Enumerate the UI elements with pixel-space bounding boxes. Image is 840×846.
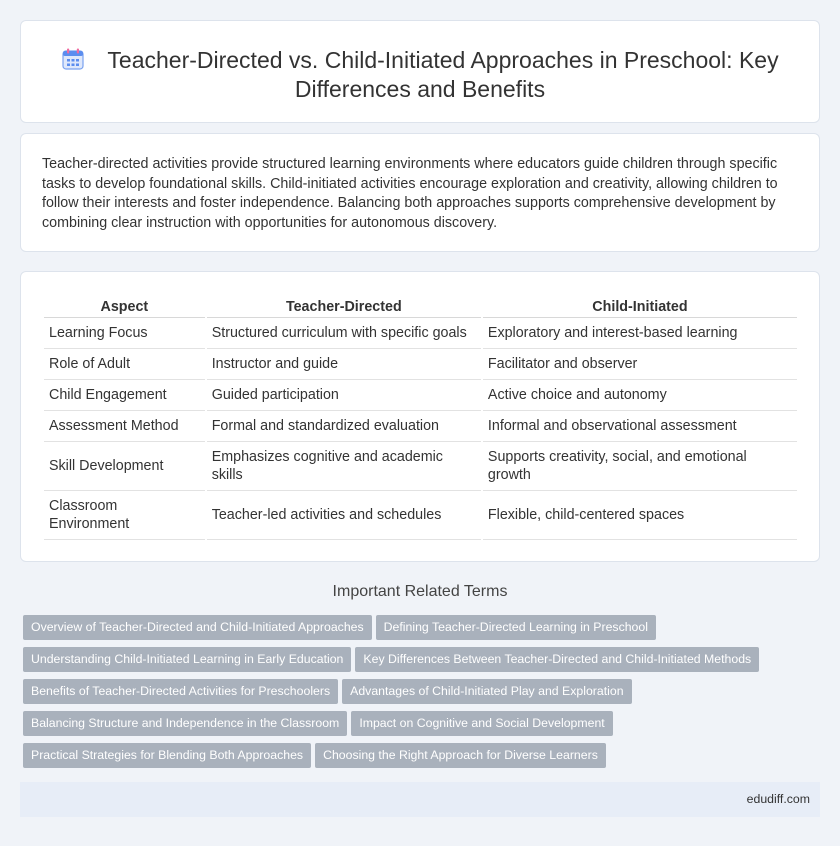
- row-child-initiated: Exploratory and interest-based learning: [483, 318, 797, 349]
- footer: [20, 782, 820, 817]
- related-term-link[interactable]: Choosing the Right Approach for Diverse Learners: [315, 743, 606, 768]
- table-row: [44, 349, 797, 380]
- row-child-initiated: Facilitator and observer: [483, 349, 797, 380]
- table-row: [44, 491, 797, 540]
- row-aspect: Assessment Method: [44, 411, 205, 442]
- related-term-link[interactable]: Impact on Cognitive and Social Development: [351, 711, 612, 736]
- page-title-wrap: [21, 46, 819, 104]
- related-term-link[interactable]: Understanding Child-Initiated Learning in Early Education: [23, 647, 351, 672]
- title-card: [20, 20, 820, 123]
- related-term-link[interactable]: Advantages of Child-Initiated Play and Exploration: [342, 679, 631, 704]
- row-teacher-directed: Teacher-led activities and schedules: [207, 491, 481, 540]
- row-aspect: Classroom Environment: [44, 491, 205, 540]
- comparison-card: [20, 271, 820, 562]
- header-aspect: Aspect: [44, 296, 205, 318]
- table-header-row: [44, 296, 797, 318]
- related-terms-list: [23, 615, 823, 775]
- header-teacher-directed: Teacher-Directed: [207, 296, 481, 318]
- page-title: Teacher-Directed vs. Child-Initiated Approaches in Preschool: Key Differences and Benefits: [107, 47, 779, 102]
- related-term-link[interactable]: Balancing Structure and Independence in the Classroom: [23, 711, 347, 736]
- row-child-initiated: Active choice and autonomy: [483, 380, 797, 411]
- row-child-initiated: Flexible, child-centered spaces: [483, 491, 797, 540]
- related-term-link[interactable]: Benefits of Teacher-Directed Activities for Preschoolers: [23, 679, 338, 704]
- table-row: [44, 411, 797, 442]
- row-teacher-directed: Emphasizes cognitive and academic skills: [207, 442, 481, 491]
- comparison-table: [42, 296, 799, 540]
- row-aspect: Role of Adult: [44, 349, 205, 380]
- related-term-link[interactable]: Defining Teacher-Directed Learning in Preschool: [376, 615, 656, 640]
- table-row: [44, 318, 797, 349]
- row-teacher-directed: Formal and standardized evaluation: [207, 411, 481, 442]
- table-row: [44, 380, 797, 411]
- header-child-initiated: Child-Initiated: [483, 296, 797, 318]
- row-child-initiated: Supports creativity, social, and emotional growth: [483, 442, 797, 491]
- row-aspect: Child Engagement: [44, 380, 205, 411]
- related-terms-heading: Important Related Terms: [332, 583, 508, 600]
- row-aspect: Skill Development: [44, 442, 205, 491]
- row-teacher-directed: Guided participation: [207, 380, 481, 411]
- row-teacher-directed: Instructor and guide: [207, 349, 481, 380]
- calendar-icon: [61, 47, 85, 71]
- intro-card: [20, 133, 820, 252]
- related-term-link[interactable]: Practical Strategies for Blending Both Approaches: [23, 743, 311, 768]
- intro-paragraph: Teacher-directed activities provide structured learning environments where educators guide children through specific tasks to develop foundational skills. Child-initiated activities encourage exploration and creativity, allowing children to follow their interests and foster independence. Balancing both approaches supports comprehensive development by combining clear instruction with opportunities for autonomous discovery.: [42, 156, 778, 231]
- related-term-link[interactable]: Overview of Teacher-Directed and Child-Initiated Approaches: [23, 615, 372, 640]
- row-aspect: Learning Focus: [44, 318, 205, 349]
- table-row: [44, 442, 797, 491]
- row-teacher-directed: Structured curriculum with specific goals: [207, 318, 481, 349]
- footer-site-link[interactable]: edudiff.com: [746, 792, 810, 806]
- row-child-initiated: Informal and observational assessment: [483, 411, 797, 442]
- related-term-link[interactable]: Key Differences Between Teacher-Directed and Child-Initiated Methods: [355, 647, 759, 672]
